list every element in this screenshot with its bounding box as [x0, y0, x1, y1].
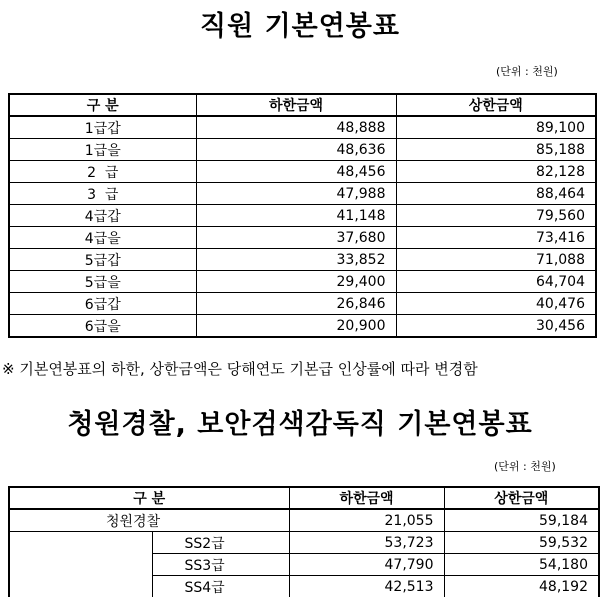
min-amount-cell: 47,790: [289, 554, 444, 576]
max-amount-cell: 71,088: [396, 249, 596, 271]
group-cell: [9, 532, 152, 597]
table-row: [9, 509, 599, 532]
table-header-row: [9, 94, 596, 116]
table-row: [9, 532, 599, 554]
grade-cell: 4급을: [9, 227, 196, 249]
header-category: 구 분: [9, 487, 289, 509]
row-label: 청원경찰: [9, 509, 289, 532]
table-row: [9, 161, 596, 183]
min-amount-cell: 48,888: [196, 116, 396, 139]
max-amount-cell: 30,456: [396, 315, 596, 338]
table-row: [9, 116, 596, 139]
header-max-amount: 상한금액: [444, 487, 599, 509]
min-amount-cell: 37,680: [196, 227, 396, 249]
max-amount-cell: 54,180: [444, 554, 599, 576]
min-amount-cell: 26,846: [196, 293, 396, 315]
max-amount-cell: 85,188: [396, 139, 596, 161]
table-header-row: [9, 487, 599, 509]
table-row: [9, 139, 596, 161]
grade-cell: 6급갑: [9, 293, 196, 315]
grade-cell: 1급을: [9, 139, 196, 161]
grade-cell: SS4급: [152, 576, 289, 597]
grade-cell: 5급갑: [9, 249, 196, 271]
table-row: [9, 249, 596, 271]
grade-cell: SS2급: [152, 532, 289, 554]
min-amount-cell: 48,636: [196, 139, 396, 161]
header-min-amount: 하한금액: [289, 487, 444, 509]
header-min-amount: 하한금액: [196, 94, 396, 116]
min-amount-cell: 53,723: [289, 532, 444, 554]
salary-table-title: 직원 기본연봉표: [0, 4, 600, 43]
header-category: 구 분: [9, 94, 196, 116]
max-amount-cell: 89,100: [396, 116, 596, 139]
guard-salary-table: [8, 486, 600, 597]
table-row: [9, 293, 596, 315]
max-amount-cell: 64,704: [396, 271, 596, 293]
header-max-amount: 상한금액: [396, 94, 596, 116]
max-amount-cell: 79,560: [396, 205, 596, 227]
grade-cell: 1급갑: [9, 116, 196, 139]
min-amount-cell: 48,456: [196, 161, 396, 183]
max-amount-cell: 73,416: [396, 227, 596, 249]
grade-cell: 3 급: [9, 183, 196, 205]
min-amount-cell: 33,852: [196, 249, 396, 271]
max-amount-cell: 59,184: [444, 509, 599, 532]
table-row: [9, 315, 596, 338]
grade-cell: 2 급: [9, 161, 196, 183]
grade-cell: 4급갑: [9, 205, 196, 227]
unit-label: (단위 : 천원): [496, 63, 558, 79]
max-amount-cell: 88,464: [396, 183, 596, 205]
unit-label-2: (단위 : 천원): [494, 458, 556, 474]
max-amount-cell: 40,476: [396, 293, 596, 315]
min-amount-cell: 20,900: [196, 315, 396, 338]
min-amount-cell: 29,400: [196, 271, 396, 293]
min-amount-cell: 42,513: [289, 576, 444, 597]
max-amount-cell: 48,192: [444, 576, 599, 597]
table-row: [9, 205, 596, 227]
staff-salary-table: [8, 93, 597, 338]
max-amount-cell: 59,532: [444, 532, 599, 554]
table-row: [9, 271, 596, 293]
max-amount-cell: 82,128: [396, 161, 596, 183]
grade-cell: 6급을: [9, 315, 196, 338]
min-amount-cell: 21,055: [289, 509, 444, 532]
guard-salary-table-title: 청원경찰, 보안검색감독직 기본연봉표: [0, 402, 600, 441]
min-amount-cell: 41,148: [196, 205, 396, 227]
grade-cell: 5급을: [9, 271, 196, 293]
table-row: [9, 183, 596, 205]
grade-cell: SS3급: [152, 554, 289, 576]
table-row: [9, 227, 596, 249]
footnote: ※ 기본연봉표의 하한, 상한금액은 당해연도 기본급 인상률에 따라 변경함: [2, 358, 478, 379]
min-amount-cell: 47,988: [196, 183, 396, 205]
